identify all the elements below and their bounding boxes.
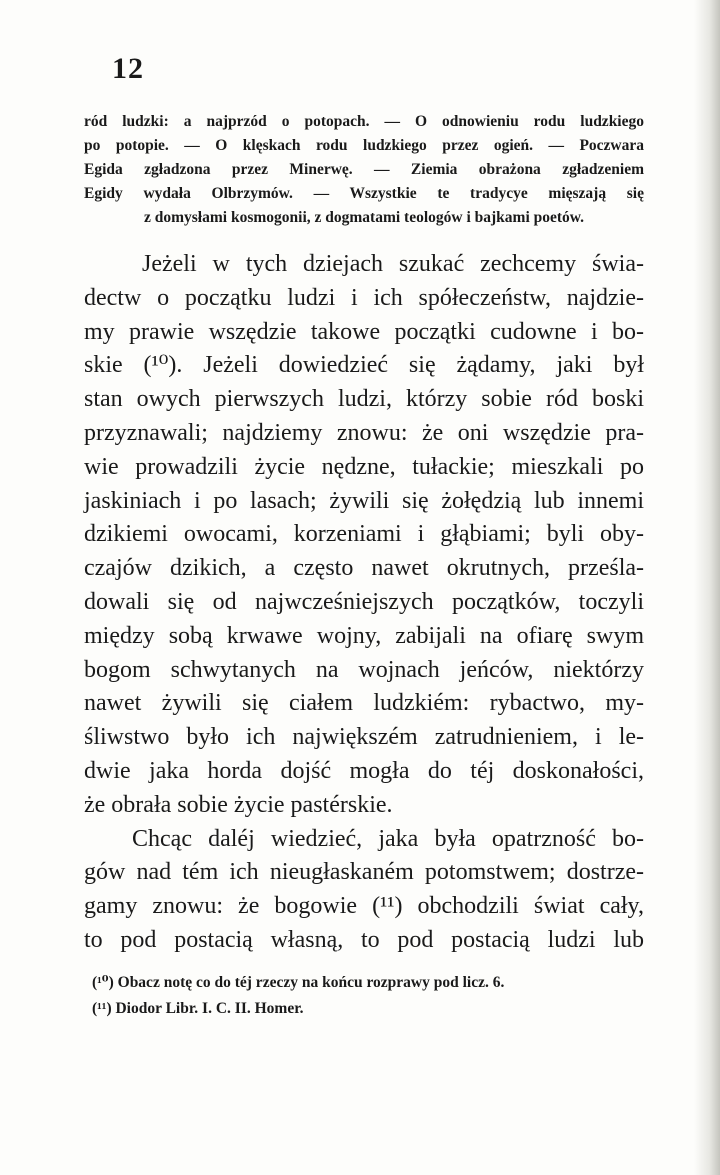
- summary-line: z domysłami kosmogonii, z dogmatami teologów i bajkami poetów.: [143, 209, 585, 226]
- body-line: nawet żywili się ciałem ludzkiém: rybactwo, my-: [84, 690, 644, 717]
- body-line: skie (¹⁰). Jeżeli dowiedzieć się żądamy, jaki był: [84, 352, 644, 379]
- footnotes: [92, 970, 652, 1022]
- body-line: my prawie wszędzie takowe początki cudowne i bo-: [84, 318, 644, 345]
- page-edge-shadow: [694, 0, 720, 1175]
- body-line: między sobą krwawe wojny, zabijali na ofiarę swym: [84, 622, 644, 649]
- body-line: wie prowadzili życie nędzne, tułackie; mieszkali po: [84, 453, 644, 480]
- body-line: dowali się od najwcześniejszych początków, toczyli: [84, 588, 644, 615]
- body-line: bogom schwytanych na wojnach jeńców, niektórzy: [84, 656, 644, 683]
- body-line: gamy znowu: że bogowie (¹¹) obchodzili świat cały,: [84, 893, 644, 920]
- body-text: [84, 248, 644, 958]
- body-line: to pod postacią własną, to pod postacią ludzi lub: [84, 926, 644, 953]
- summary-line: Egidy wydała Olbrzymów. — Wszystkie te tradycye mięszają się: [84, 185, 644, 202]
- body-line: Chcąc daléj wiedzieć, jaka była opatrzność bo-: [132, 825, 644, 852]
- body-line: przyznawali; najdziemy znowu: że oni wszędzie pra-: [84, 419, 644, 446]
- chapter-summary: [84, 110, 644, 230]
- body-line: gów nad tém ich nieugłaskaném potomstwem; dostrze-: [84, 859, 644, 886]
- summary-line: ród ludzki: a najprzód o potopach. — O odnowieniu rodu ludzkiego: [84, 113, 644, 130]
- body-line: dwie jaka horda dojść mogła do téj doskonałości,: [84, 757, 644, 784]
- body-line: stan owych pierwszych ludzi, którzy sobie ród boski: [84, 386, 644, 413]
- footnote-10: (¹⁰) Obacz notę co do téj rzeczy na końcu rozprawy pod licz. 6.: [92, 974, 505, 991]
- summary-line: Egida zgładzona przez Minerwę. — Ziemia obrażona zgładzeniem: [84, 161, 644, 178]
- body-line: czajów dzikich, a często nawet okrutnych, prześla-: [84, 555, 644, 582]
- body-line: że obrała sobie życie pastérskie.: [84, 791, 393, 818]
- body-line: dzikiemi owocami, korzeniami i głąbiami; byli oby-: [84, 521, 644, 548]
- body-line: dectw o początku ludzi i ich spółeczeństw, najdzie-: [84, 284, 644, 311]
- body-line: śliwstwo było ich największém zatrudnieniem, i le-: [84, 724, 644, 751]
- summary-line: po potopie. — O klęskach rodu ludzkiego przez ogień. — Poczwara: [84, 137, 644, 154]
- footnote-11: (¹¹) Diodor Libr. I. C. II. Homer.: [92, 1000, 304, 1017]
- page-number: 12: [112, 52, 144, 85]
- body-line: Jeżeli w tych dziejach szukać zechcemy świa-: [142, 251, 644, 277]
- body-line: jaskiniach i po lasach; żywili się żołędzią lub innemi: [84, 487, 644, 514]
